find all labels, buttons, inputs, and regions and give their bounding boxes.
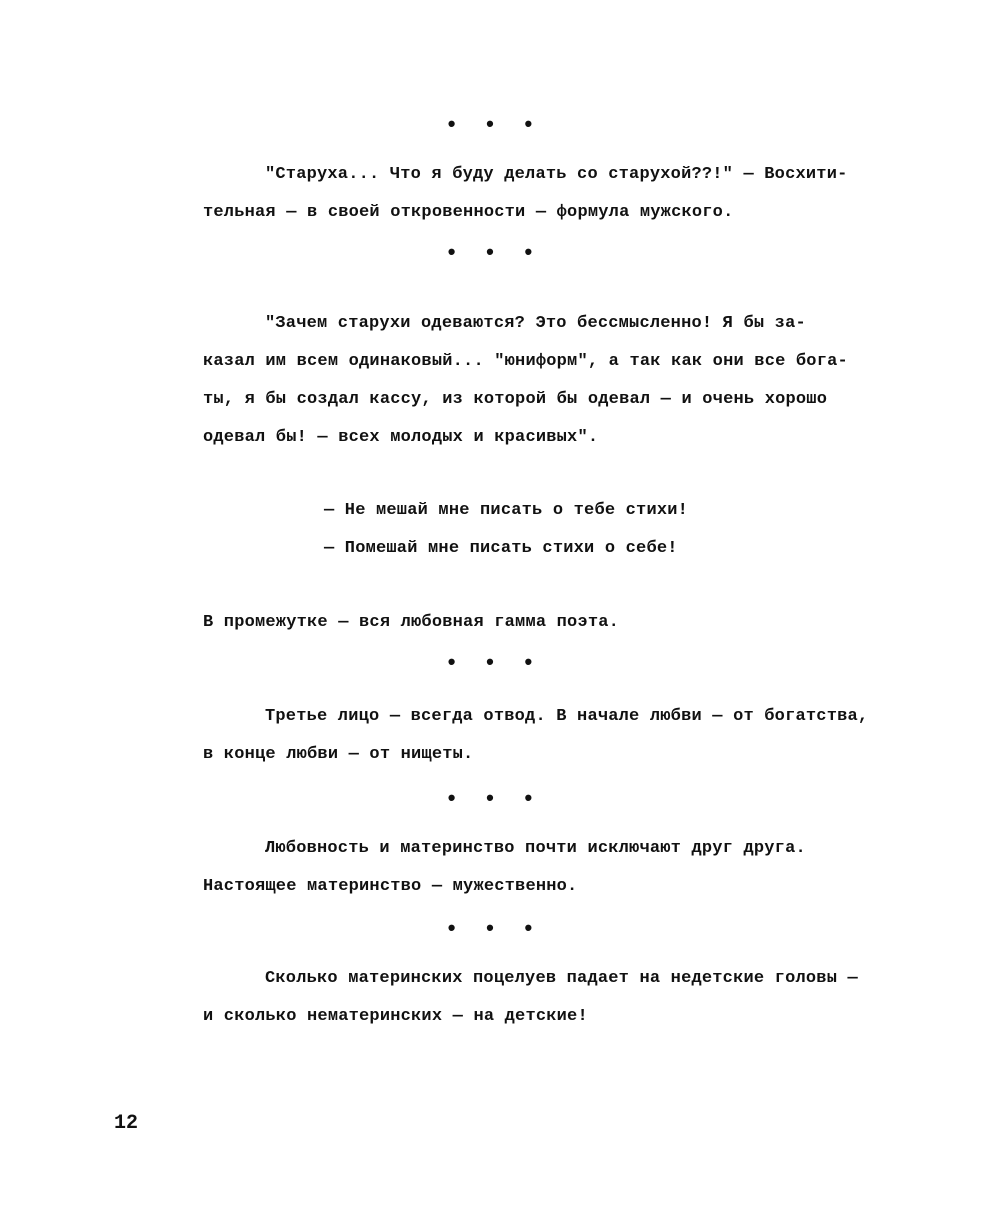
text-line: и сколько нематеринских — на детские!	[203, 1007, 588, 1026]
text-line: одевал бы! — всех молодых и красивых".	[203, 428, 599, 447]
text-line: ты, я бы создал кассу, из которой бы одевал — и очень хорошо	[203, 390, 828, 409]
text-line: в конце любви — от нищеты.	[203, 745, 474, 764]
dialogue-line: — Помешай мне писать стихи о себе!	[324, 539, 678, 558]
text-line: казал им всем одинаковый... "юниформ", а так как они все бога-	[203, 352, 848, 371]
dialogue-line: — Не мешай мне писать о тебе стихи!	[324, 501, 689, 520]
text-line: В промежутке — вся любовная гамма поэта.	[203, 613, 620, 632]
text-line: Третье лицо — всегда отвод. В начале любви — от богатства,	[265, 707, 869, 726]
text-line: тельная — в своей откровенности — формула мужского.	[203, 203, 734, 222]
section-separator: • • •	[444, 917, 541, 942]
text-line: "Зачем старухи одеваются? Это бессмысленно! Я бы за-	[265, 314, 806, 333]
text-line: Настоящее материнство — мужественно.	[203, 877, 578, 896]
page-number: 12	[114, 1112, 139, 1135]
text-line: "Старуха... Что я буду делать со старухой??!" — Восхити-	[265, 165, 848, 184]
text-line: Сколько материнских поцелуев падает на недетские головы —	[265, 969, 858, 988]
section-separator: • • •	[444, 241, 541, 266]
text-line: Любовность и материнство почти исключают друг друга.	[265, 839, 806, 858]
section-separator: • • •	[444, 787, 541, 812]
section-separator: • • •	[444, 651, 541, 676]
section-separator: • • •	[444, 113, 541, 138]
